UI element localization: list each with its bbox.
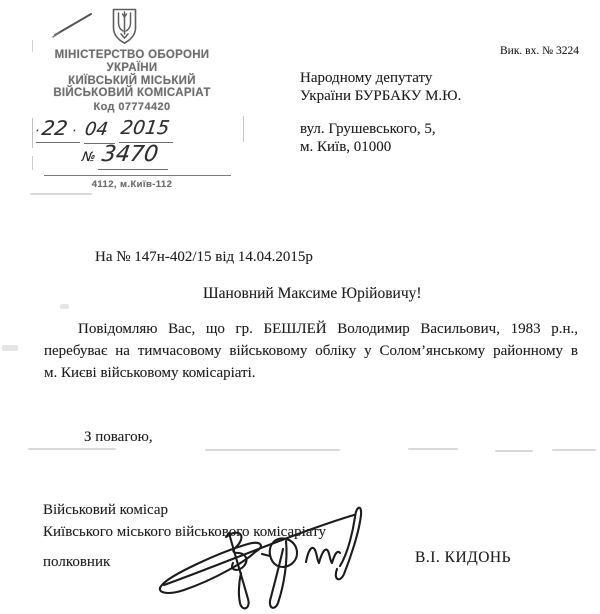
number-underline <box>98 169 168 170</box>
body-line: перебуває на тимчасовому військовому обліку у Солом’янському районному в <box>44 343 578 359</box>
stamp-postal-line: 4112, м.Київ-112 <box>91 179 173 190</box>
stamp-org-line: УКРАЇНИ <box>106 61 158 74</box>
stamp-frame-dash <box>243 116 244 142</box>
stamp-org-line: МІНІСТЕРСТВО ОБОРОНИ <box>54 49 210 61</box>
date-month-handwritten: 04 <box>83 119 110 140</box>
pen-stroke-mark <box>52 10 94 38</box>
body-line: м. Києві військовому комісаріаті. <box>44 365 256 381</box>
salutation: Шановний Максиме Юрійовичу! <box>203 285 422 302</box>
scan-smudge <box>28 448 116 450</box>
recipient-address-line: вул. Грушевського, 5, <box>300 121 436 137</box>
number-sign: № <box>80 150 97 165</box>
stamp-org-name <box>28 49 236 100</box>
date-day-handwritten: 22 <box>40 116 70 140</box>
signer-position-line: Військовий комісар <box>43 502 169 518</box>
stamp-divider-line <box>44 175 231 176</box>
number-value-handwritten: 3470 <box>100 142 160 167</box>
scan-smudge <box>60 304 69 309</box>
stamp-frame-dash <box>32 40 33 52</box>
scan-smudge <box>30 193 92 195</box>
date-year-handwritten: 2015 <box>119 117 171 139</box>
signer-position-line: Київського міського військового комісаріату <box>43 524 326 540</box>
date-quote-left: · <box>33 124 41 139</box>
body-line: Повідомляю Вас, що гр. БЕШЛЕЙ Володимир Васильович, 1983 р.н., <box>78 321 578 337</box>
date-underline <box>36 142 80 143</box>
scan-smudge <box>2 345 18 351</box>
date-quote-right: · <box>70 124 78 139</box>
reference-line: На № 147н-402/15 від 14.04.2015р <box>95 249 313 265</box>
closing-phrase: З повагою, <box>84 429 153 445</box>
spacer <box>300 105 461 121</box>
recipient-line: України БУРБАКУ М.Ю. <box>300 87 462 104</box>
stamp-org-line: ВІЙСЬКОВИЙ КОМІСАРІАТ <box>53 87 211 100</box>
stamp-handwritten-number <box>80 142 180 174</box>
body-paragraph <box>44 318 578 384</box>
ministry-stamp <box>0 0 260 200</box>
scan-smudge <box>552 449 596 451</box>
scan-smudge <box>408 448 458 450</box>
signature-scrawl <box>140 495 390 613</box>
ukraine-trident-emblem <box>111 8 138 45</box>
signer-rank: полковник <box>43 554 111 570</box>
incoming-ref-number: Вик. вх. № 3224 <box>500 45 579 57</box>
recipient-block <box>300 70 461 156</box>
stamp-org-line: КИЇВСЬКИЙ МІСЬКИЙ <box>68 74 196 87</box>
stamp-frame-dash <box>32 118 33 148</box>
stamp-frame-dash <box>32 156 33 170</box>
scan-smudge <box>495 450 533 452</box>
stamp-code-line: Код 07774420 <box>93 101 171 113</box>
recipient-line: Народному депутату <box>300 70 433 86</box>
signer-name: В.І. КИДОНЬ <box>415 549 512 566</box>
recipient-address-line: м. Київ, 01000 <box>300 138 392 155</box>
scan-smudge <box>205 449 340 451</box>
